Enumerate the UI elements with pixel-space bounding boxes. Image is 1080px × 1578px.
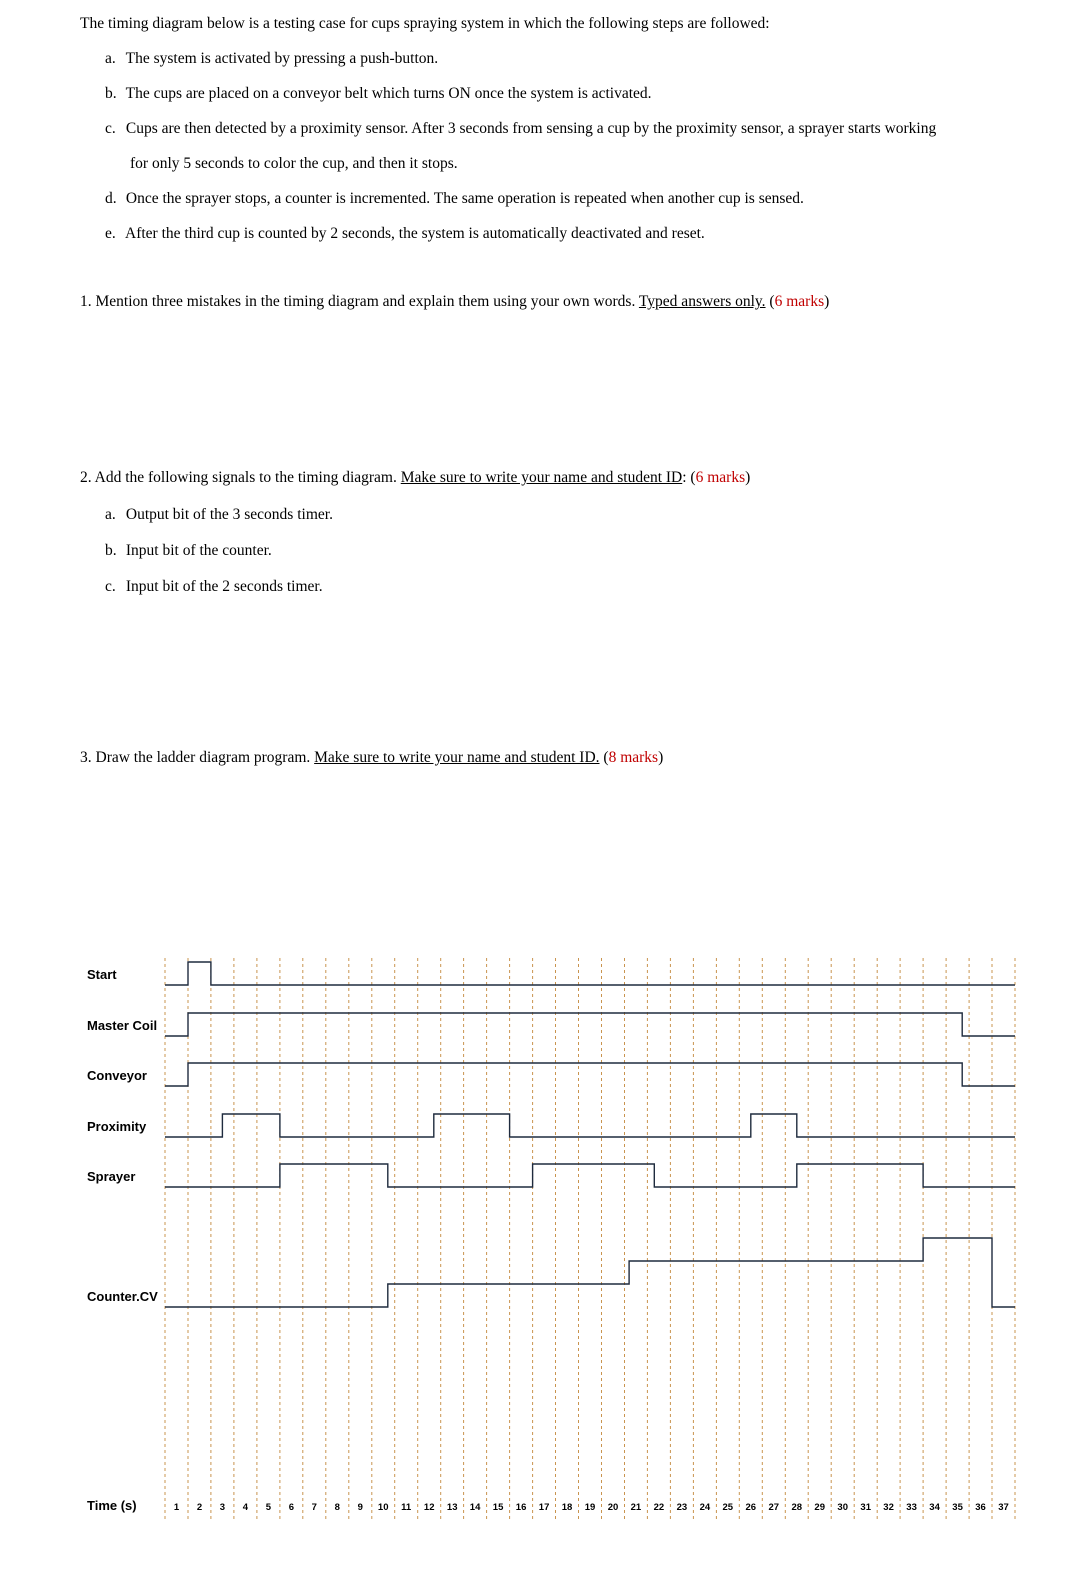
time-tick-label: 23 — [676, 1502, 688, 1513]
time-tick-label: 10 — [377, 1502, 389, 1513]
step-item-continuation: for only 5 seconds to color the cup, and then it stops. — [130, 155, 458, 172]
question-segment-plain: ( — [599, 749, 609, 766]
time-tick-label: 16 — [515, 1502, 527, 1513]
question-2-substeps — [105, 505, 333, 613]
signal-wave-start — [165, 962, 1015, 985]
question-segment-plain: ( — [765, 293, 775, 310]
question-segment-underline: Make sure to write your name and student ID — [400, 469, 683, 486]
question-segment-plain: 1. Mention three mistakes in the timing diagram and explain them using your own words. — [80, 293, 639, 310]
step-text: Cups are then detected by a proximity sensor. After 3 seconds from sensing a cup by the proximity sensor, a sprayer starts working — [122, 120, 937, 137]
time-tick-label: 19 — [584, 1502, 596, 1513]
substep-label: a. — [105, 506, 116, 523]
question-segment-plain: ) — [658, 749, 664, 766]
time-tick-label: 12 — [423, 1502, 435, 1513]
time-tick-label: 6 — [288, 1502, 295, 1513]
signal-label: Conveyor — [87, 1068, 147, 1083]
time-tick-label: 28 — [791, 1502, 803, 1513]
time-tick-label: 32 — [883, 1502, 894, 1513]
time-tick-label: 22 — [653, 1502, 665, 1513]
time-tick-label: 21 — [630, 1502, 642, 1513]
substep-item — [105, 505, 333, 541]
question-segment-red: 6 marks — [695, 469, 746, 486]
step-item — [105, 119, 936, 154]
time-tick-label: 24 — [699, 1502, 711, 1513]
time-tick-label: 25 — [722, 1502, 734, 1513]
question-segment-red: 8 marks — [608, 749, 659, 766]
substep-item — [105, 541, 333, 577]
steps-list — [105, 49, 936, 259]
time-tick-label: 36 — [975, 1502, 986, 1513]
substep-label: b. — [105, 542, 117, 559]
time-tick-label: 17 — [538, 1502, 550, 1513]
question-segment-plain: 3. Draw the ladder diagram program. — [80, 749, 315, 766]
step-label: b. — [105, 85, 117, 102]
time-tick-label: 30 — [837, 1502, 848, 1513]
time-tick-label: 29 — [814, 1502, 825, 1513]
signal-wave-master-coil — [165, 1013, 1015, 1036]
step-text: The cups are placed on a conveyor belt which turns ON once the system is activated. — [122, 85, 652, 102]
question-segment-plain: ) — [745, 469, 751, 486]
time-tick-label: 34 — [929, 1502, 940, 1513]
step-text: The system is activated by pressing a push-button. — [122, 50, 439, 67]
signal-wave-counter-cv — [165, 1238, 1015, 1307]
time-tick-label: 2 — [196, 1502, 203, 1513]
step-item — [105, 49, 936, 84]
time-tick-label: 26 — [745, 1502, 757, 1513]
time-tick-label: 13 — [446, 1502, 458, 1513]
signal-wave-proximity — [165, 1114, 1015, 1137]
question-segment-underline: Make sure to write your name and student ID. — [314, 749, 600, 766]
time-tick-label: 1 — [173, 1502, 180, 1513]
signal-wave-conveyor — [165, 1063, 1015, 1086]
time-tick-label: 18 — [561, 1502, 573, 1513]
step-label: d. — [105, 190, 117, 207]
signal-label: Counter.CV — [87, 1289, 158, 1304]
step-text: Once the sprayer stops, a counter is incremented. The same operation is repeated when another cup is sensed. — [122, 190, 804, 207]
time-tick-label: 8 — [334, 1502, 340, 1513]
step-label: a. — [105, 50, 116, 67]
time-tick-label: 27 — [768, 1502, 780, 1513]
step-label: c. — [105, 120, 116, 137]
time-tick-label: 35 — [952, 1502, 963, 1513]
time-axis-label: Time (s) — [87, 1498, 137, 1513]
substep-text: Input bit of the 2 seconds timer. — [122, 578, 323, 595]
question-2 — [80, 468, 750, 488]
signal-label: Start — [87, 967, 117, 982]
step-text: After the third cup is counted by 2 seconds, the system is automatically deactivated and reset. — [122, 225, 705, 242]
question-segment-plain: ) — [824, 293, 830, 310]
substep-label: c. — [105, 578, 116, 595]
signal-wave-sprayer — [165, 1164, 1015, 1187]
time-tick-label: 5 — [265, 1502, 272, 1513]
intro-text: The timing diagram below is a testing case for cups spraying system in which the following steps are followed: — [80, 15, 770, 32]
signal-label: Proximity — [87, 1119, 147, 1134]
time-tick-label: 31 — [860, 1502, 871, 1513]
question-segment-red: 6 marks — [774, 293, 825, 310]
step-item — [105, 224, 936, 259]
question-segment-plain: : ( — [682, 469, 696, 486]
step-label: e. — [105, 225, 116, 242]
substep-text: Input bit of the counter. — [122, 542, 272, 559]
time-tick-label: 33 — [906, 1502, 917, 1513]
substep-item — [105, 577, 333, 613]
time-tick-label: 3 — [219, 1502, 226, 1513]
time-tick-label: 4 — [242, 1502, 249, 1513]
signal-label: Sprayer — [87, 1169, 136, 1184]
time-tick-label: 37 — [998, 1502, 1009, 1513]
question-1 — [80, 292, 829, 312]
time-tick-label: 11 — [401, 1502, 412, 1513]
time-tick-label: 14 — [469, 1502, 481, 1513]
question-3 — [80, 748, 663, 768]
substep-text: Output bit of the 3 seconds timer. — [122, 506, 333, 523]
question-segment-underline: Typed answers only. — [638, 293, 766, 310]
timing-diagram — [0, 945, 1080, 1555]
time-tick-label: 20 — [607, 1502, 619, 1513]
time-tick-label: 7 — [311, 1502, 317, 1513]
time-tick-label: 15 — [492, 1502, 504, 1513]
time-tick-label: 9 — [357, 1502, 363, 1513]
step-item — [105, 189, 936, 224]
question-segment-plain: 2. Add the following signals to the timing diagram. — [80, 469, 401, 486]
step-item — [105, 84, 936, 119]
signal-label: Master Coil — [87, 1018, 158, 1033]
